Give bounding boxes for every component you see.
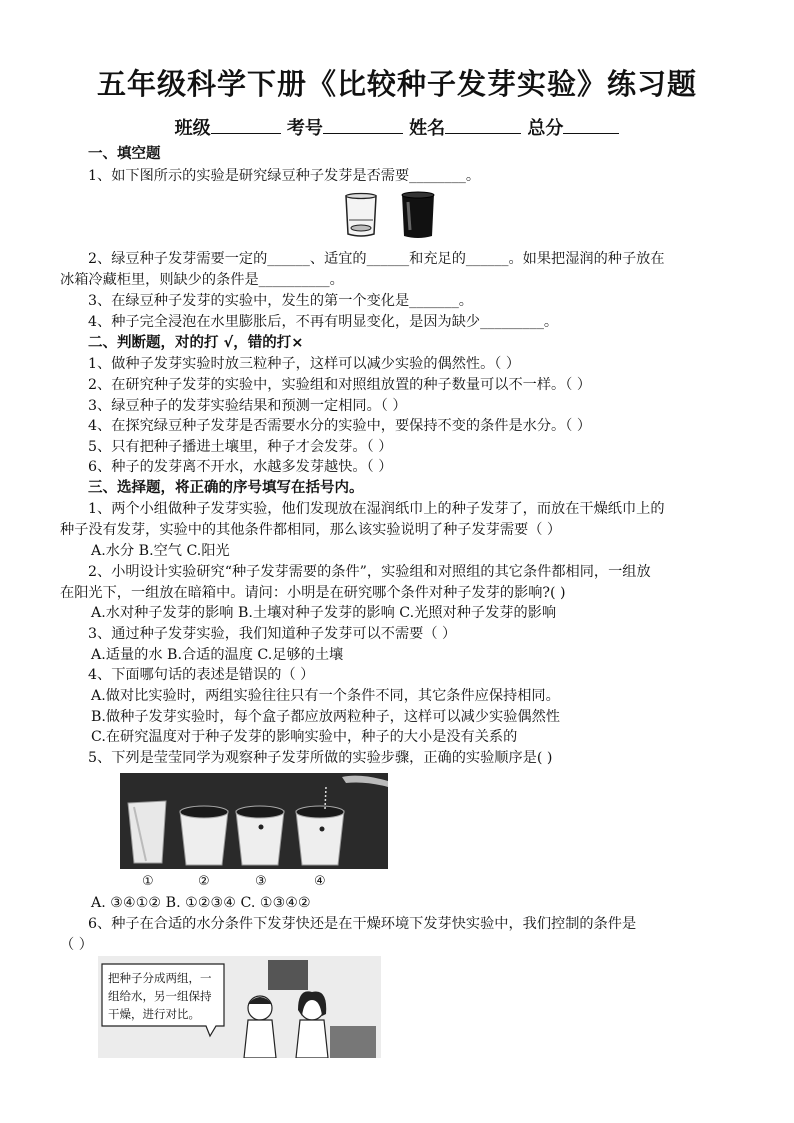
fill-question-3: 3、在绿豆种子发芽的实验中，发生的第一个变化是_______。 — [88, 293, 473, 309]
choice-question-1-line1: 1、两个小组做种子发芽实验，他们发现放在湿润纸巾上的种子发芽了，而放在干燥纸巾上的 — [88, 501, 665, 517]
page-title: 五年级科学下册《比较种子发芽实验》练习题 — [96, 67, 697, 101]
cup-label-4: ④ — [314, 874, 326, 889]
covered-jar-icon — [402, 192, 434, 238]
speech-line-2: 组给水，另一组保持 — [108, 989, 212, 1003]
judge-question-3: 3、绿豆种子的发芽实验结果和预测一定相同。（ ） — [88, 398, 407, 414]
judge-question-2: 2、在研究种子发芽的实验中，实验组和对照组放置的种子数量可以不一样。（ ） — [88, 377, 592, 393]
fill-question-4: 4、种子完全浸泡在水里膨胀后，不再有明显变化，是因为缺少_________。 — [88, 314, 559, 330]
name-label: 姓名 — [409, 118, 446, 139]
choice-question-2-options: A.水对种子发芽的影响 B.土壤对种子发芽的影响 C.光照对种子发芽的影响 — [91, 605, 557, 621]
boy-figure-icon — [244, 996, 276, 1058]
section-judge-heading: 二、判断题，对的打 √，错的打× — [88, 335, 304, 351]
cup-label-1: ① — [142, 874, 154, 889]
choice-question-3-options: A.适量的水 B.合适的温度 C.足够的土壤 — [91, 647, 344, 663]
table-icon — [330, 1026, 376, 1058]
cup-label-2: ② — [198, 874, 210, 889]
judge-question-5: 5、只有把种子播进土壤里，种子才会发芽。（ ） — [88, 439, 393, 455]
exam-no-label: 考号 — [286, 118, 323, 139]
score-label: 总分 — [527, 118, 564, 139]
girl-figure-icon — [296, 991, 328, 1058]
choice-question-4: 4、下面哪句话的表述是错误的（ ） — [88, 667, 315, 683]
section-choice-heading: 三、选择题，将正确的序号填写在括号内。 — [88, 480, 364, 496]
choice-question-4-option-b: B.做种子发芽实验时，每个盒子都应放两粒种子，这样可以减少实验偶然性 — [91, 709, 560, 725]
exam-no-blank[interactable] — [323, 115, 403, 134]
speech-line-1: 把种子分成两组，一 — [108, 971, 212, 985]
cup-1-icon — [128, 801, 166, 863]
cup-label-3: ③ — [255, 874, 267, 889]
choice-question-5: 5、下列是莹莹同学为观察种子发芽所做的实验步骤，正确的实验顺序是( ) — [88, 750, 553, 766]
score-blank[interactable] — [563, 115, 619, 134]
judge-question-4: 4、在探究绿豆种子发芽是否需要水分的实验中，要保持不变的条件是水分。（ ） — [88, 418, 592, 434]
fill-question-2-line2: 冰箱冷藏柜里，则缺少的条件是__________。 — [60, 272, 344, 288]
choice-question-3: 3、通过种子发芽实验，我们知道种子发芽可以不需要（ ） — [88, 626, 457, 642]
speech-line-3: 干燥，进行对比。 — [108, 1007, 200, 1021]
wall-cabinet-icon — [268, 960, 308, 990]
fill-question-1: 1、如下图所示的实验是研究绿豆种子发芽是否需要________。 — [88, 168, 481, 184]
student-info-row — [0, 114, 794, 140]
choice-question-1-options: A.水分 B.空气 C.阳光 — [91, 543, 230, 559]
class-blank[interactable] — [211, 115, 281, 134]
judge-question-1: 1、做种子发芽实验时放三粒种子，这样可以减少实验的偶然性。（ ） — [88, 356, 521, 372]
choice-question-2-line1: 2、小明设计实验研究“种子发芽需要的条件”，实验组和对照组的其它条件都相同，一组放 — [88, 564, 651, 580]
cup-2-icon — [180, 806, 228, 865]
judge-question-6: 6、种子的发芽离不开水，水越多发芽越快。（ ） — [88, 459, 393, 475]
cartoon-figure — [98, 956, 381, 1058]
cups-experiment-figure — [120, 773, 388, 890]
class-label: 班级 — [174, 118, 211, 139]
jar-experiment-figure — [338, 190, 446, 242]
open-jar-icon — [346, 194, 376, 237]
choice-question-6-line1: 6、种子在合适的水分条件下发芽快还是在干燥环境下发芽快实验中，我们控制的条件是 — [88, 916, 637, 932]
cup-3-icon — [236, 806, 284, 865]
choice-question-4-option-c: C.在研究温度对于种子发芽的影响实验中，种子的大小是没有关系的 — [91, 729, 518, 745]
choice-question-5-options: A. ③④①② B. ①②③④ C. ①③④② — [91, 895, 311, 911]
choice-question-1-line2: 种子没有发芽，实验中的其他条件都相同，那么该实验说明了种子发芽需要（ ） — [60, 522, 562, 538]
fill-question-2-line1: 2、绿豆种子发芽需要一定的______、适宜的______和充足的______。如果把湿润的种子放在 — [88, 251, 665, 267]
choice-question-6-line2: （ ） — [60, 937, 93, 953]
choice-question-4-option-a: A.做对比实验时，两组实验往往只有一个条件不同，其它条件应保持相同。 — [91, 688, 560, 704]
name-blank[interactable] — [445, 115, 521, 134]
section-fill-heading: 一、填空题 — [88, 146, 161, 162]
choice-question-2-line2: 在阳光下，一组放在暗箱中。请问：小明是在研究哪个条件对种子发芽的影响?( ) — [60, 585, 566, 601]
